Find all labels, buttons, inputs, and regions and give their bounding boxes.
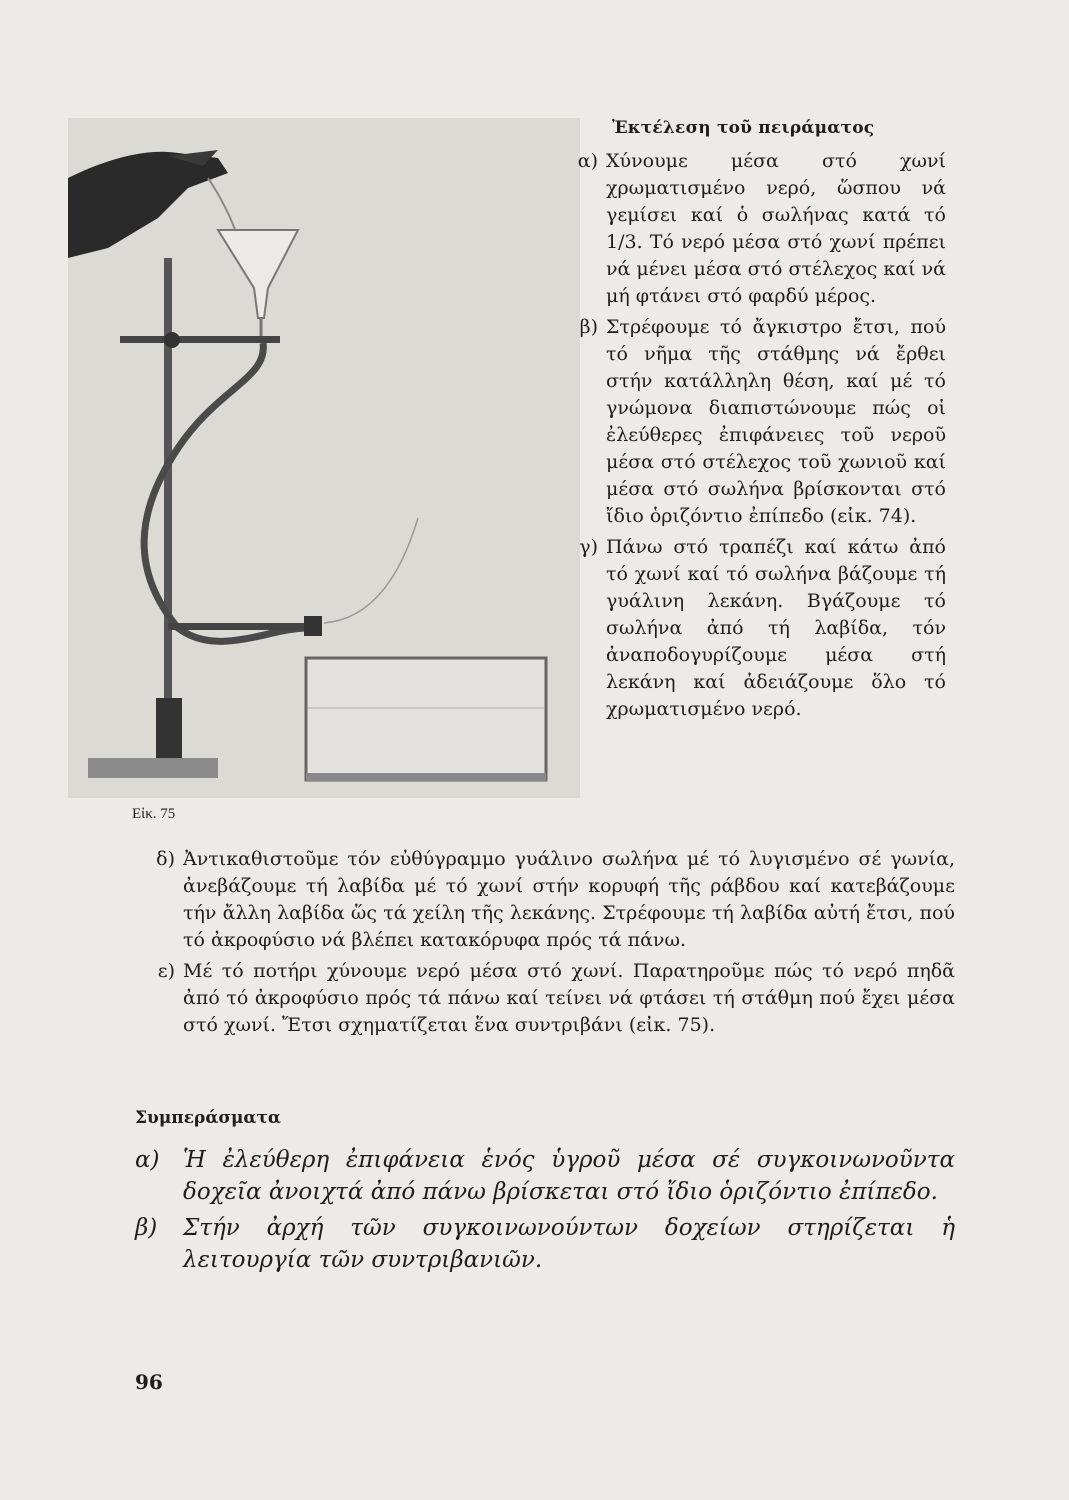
step-text: Πάνω στό τραπέζι καί κάτω ἀπό τό χωνί καί τό σωλήνα βάζουμε τή γυάλινη λεκάνη. Βγάζουμε τό σωλήνα ἀπό τή λαβίδα, τόν ἀναποδογυρίζουμε μέσα στή λεκάνη καί ἀδειάζουμε ὅλο τό χρωματισμένο νερό.	[606, 536, 946, 720]
conclusion-b	[135, 1212, 955, 1276]
step-b	[568, 314, 946, 530]
experiment-right-column	[568, 118, 946, 727]
conclusion-label: α)	[135, 1147, 160, 1173]
conclusion-text: Ἡ ἐλεύθερη ἐπιφάνεια ἑνός ὑγροῦ μέσα σέ συγκοινωνοῦντα δοχεῖα ἀνοιχτά ἀπό πάνω βρίσκεται στό ἴδιο ὁριζόντιο ἐπίπεδο.	[183, 1147, 955, 1205]
step-label: γ)	[579, 536, 598, 558]
step-a	[568, 148, 946, 310]
step-e	[145, 958, 955, 1039]
step-label: α)	[577, 150, 598, 172]
step-text: Ἀντικαθιστοῦμε τόν εὐθύγραμμο γυάλινο σωλήνα μέ τό λυγισμένο σέ γωνία, ἀνεβάζουμε τή λαβίδα μέ τό χωνί στήν κορυφή τῆς ράβδου καί κατεβάζουμε τήν ἄλλη λαβίδα ὥς τά χείλη τῆς λεκάνης. Στρέφουμε τή λαβίδα αὐτή ἔτσι, πού τό ἀκροφύσιο νά βλέπει κατακόρυφα πρός τά πάνω.	[183, 848, 955, 951]
conclusions-list	[135, 1144, 955, 1280]
conclusion-label: β)	[135, 1215, 158, 1241]
fountain-apparatus-illustration	[68, 118, 580, 798]
step-d	[145, 846, 955, 954]
figure-caption: Εἰκ. 75	[132, 806, 176, 822]
step-label: δ)	[156, 848, 175, 870]
experiment-photo	[68, 118, 580, 798]
conclusions-title: Συμπεράσματα	[135, 1108, 282, 1128]
step-text: Χύνουμε μέσα στό χωνί χρωματισμένο νερό, ὥσπου νά γεμίσει καί ὁ σωλήνας κατά τό 1/3. Τό νερό μέσα στό χωνί πρέπει νά μένει μέσα στό στέλεχος καί νά μή φτάνει στό φαρδύ μέρος.	[606, 150, 946, 307]
step-text: Στρέφουμε τό ἄγκιστρο ἔτσι, πού τό νῆμα τῆς στάθμης νά ἔρθει στήν κατάλληλη θέση, καί μέ τό γνώμονα διαπιστώνουμε πώς οἱ ἐλεύθερες ἐπιφάνειες τοῦ νεροῦ μέσα στό στέλεχος τοῦ χωνιοῦ καί μέσα στό σωλήνα βρίσκονται στό ἴδιο ὁριζόντιο ἐπίπεδο (εἰκ. 74).	[606, 316, 946, 527]
experiment-full-width-steps	[145, 846, 955, 1043]
section-title: Ἐκτέλεση τοῦ πειράματος	[612, 118, 875, 138]
step-c	[568, 534, 946, 723]
step-label: ε)	[157, 960, 175, 982]
conclusion-text: Στήν ἀρχή τῶν συγκοινωνούντων δοχείων στηρίζεται ἡ λειτουργία τῶν συντριβανιῶν.	[183, 1215, 955, 1273]
step-label: β)	[579, 316, 598, 338]
page-number: 96	[135, 1370, 163, 1394]
step-text: Μέ τό ποτήρι χύνουμε νερό μέσα στό χωνί. Παρατηροῦμε πώς τό νερό πηδᾶ ἀπό τό ἀκροφύσιο πρός τά πάνω καί τείνει νά φτάσει τή στάθμη πού ἔχει μέσα στό χωνί. Ἔτσι σχηματίζεται ἕνα συντριβάνι (εἰκ. 75).	[183, 960, 955, 1036]
conclusion-a	[135, 1144, 955, 1208]
